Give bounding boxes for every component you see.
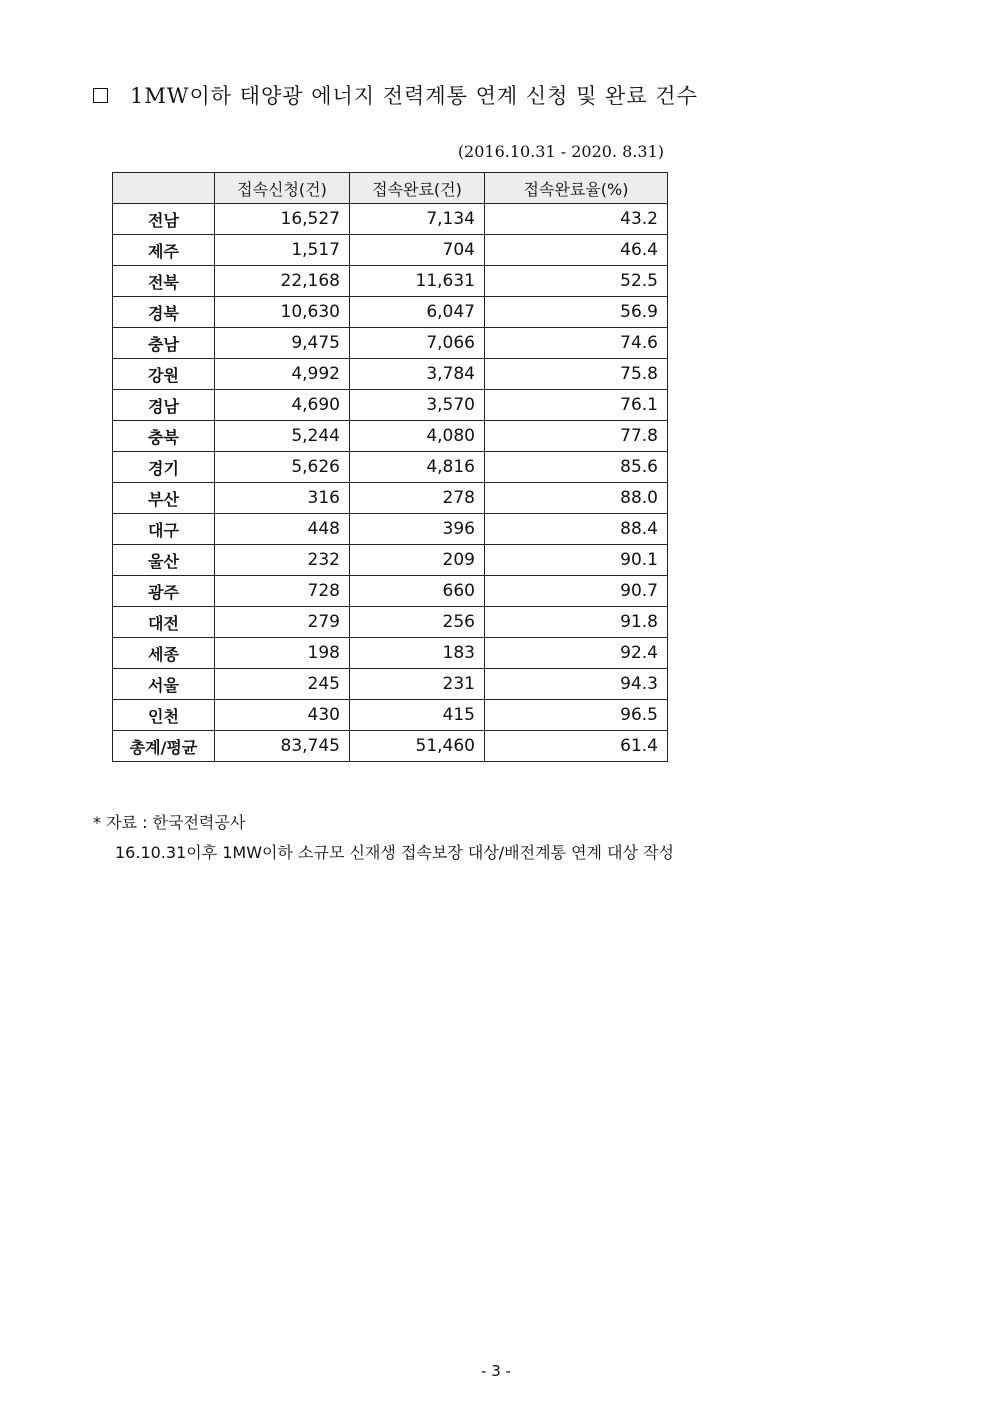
table-header-row xyxy=(113,173,668,204)
applied-cell: 4,992 xyxy=(215,359,350,390)
table-row xyxy=(113,576,668,607)
table-row xyxy=(113,483,668,514)
detail-note: 16.10.31이후 1MW이하 소규모 신재생 접속보장 대상/배전계통 연계 대상 작성 xyxy=(115,843,674,862)
rate-cell: 90.7 xyxy=(485,576,668,607)
region-cell: 부산 xyxy=(113,483,215,514)
rate-cell: 88.4 xyxy=(485,514,668,545)
table-row xyxy=(113,328,668,359)
table-row xyxy=(113,545,668,576)
applied-cell: 316 xyxy=(215,483,350,514)
rate-cell: 61.4 xyxy=(485,731,668,762)
table-row xyxy=(113,359,668,390)
applied-cell: 232 xyxy=(215,545,350,576)
completed-cell: 660 xyxy=(350,576,485,607)
applied-cell: 5,626 xyxy=(215,452,350,483)
region-cell: 전북 xyxy=(113,266,215,297)
table-row xyxy=(113,266,668,297)
region-cell: 충북 xyxy=(113,421,215,452)
region-cell: 세종 xyxy=(113,638,215,669)
header-cell-blank xyxy=(113,173,215,204)
applied-cell: 10,630 xyxy=(215,297,350,328)
applied-cell: 1,517 xyxy=(215,235,350,266)
table-row xyxy=(113,452,668,483)
applied-cell: 22,168 xyxy=(215,266,350,297)
period-range: (2016.10.31 - 2020. 8.31) xyxy=(457,142,664,161)
table-row xyxy=(113,421,668,452)
completed-cell: 256 xyxy=(350,607,485,638)
table-row xyxy=(113,731,668,762)
table-row xyxy=(113,204,668,235)
table-row xyxy=(113,514,668,545)
region-cell: 경남 xyxy=(113,390,215,421)
completed-cell: 3,570 xyxy=(350,390,485,421)
rate-cell: 52.5 xyxy=(485,266,668,297)
completed-cell: 396 xyxy=(350,514,485,545)
completed-cell: 704 xyxy=(350,235,485,266)
completed-cell: 231 xyxy=(350,669,485,700)
applied-cell: 16,527 xyxy=(215,204,350,235)
table-row xyxy=(113,235,668,266)
completed-cell: 4,080 xyxy=(350,421,485,452)
applied-cell: 83,745 xyxy=(215,731,350,762)
rate-cell: 92.4 xyxy=(485,638,668,669)
region-cell: 서울 xyxy=(113,669,215,700)
rate-cell: 56.9 xyxy=(485,297,668,328)
rate-cell: 46.4 xyxy=(485,235,668,266)
region-cell: 대전 xyxy=(113,607,215,638)
applied-cell: 9,475 xyxy=(215,328,350,359)
rate-cell: 76.1 xyxy=(485,390,668,421)
notes xyxy=(93,808,674,868)
region-cell: 강원 xyxy=(113,359,215,390)
source-note: * 자료 : 한국전력공사 xyxy=(93,813,246,832)
rate-cell: 91.8 xyxy=(485,607,668,638)
completed-cell: 3,784 xyxy=(350,359,485,390)
region-cell: 경기 xyxy=(113,452,215,483)
completed-cell: 278 xyxy=(350,483,485,514)
region-cell: 인천 xyxy=(113,700,215,731)
rate-cell: 90.1 xyxy=(485,545,668,576)
completed-cell: 4,816 xyxy=(350,452,485,483)
table-row xyxy=(113,607,668,638)
completed-cell: 6,047 xyxy=(350,297,485,328)
rate-cell: 94.3 xyxy=(485,669,668,700)
header-cell-completed: 접속완료(건) xyxy=(350,173,485,204)
applied-cell: 448 xyxy=(215,514,350,545)
applied-cell: 245 xyxy=(215,669,350,700)
applied-cell: 728 xyxy=(215,576,350,607)
completed-cell: 11,631 xyxy=(350,266,485,297)
table-body xyxy=(113,204,668,762)
header-cell-rate: 접속완료율(%) xyxy=(485,173,668,204)
rate-cell: 96.5 xyxy=(485,700,668,731)
applied-cell: 430 xyxy=(215,700,350,731)
table-row xyxy=(113,669,668,700)
region-cell: 충남 xyxy=(113,328,215,359)
applied-cell: 279 xyxy=(215,607,350,638)
completed-cell: 7,134 xyxy=(350,204,485,235)
section-title: 1MW이하 태양광 에너지 전력계통 연계 신청 및 완료 건수 xyxy=(130,84,698,108)
region-cell: 대구 xyxy=(113,514,215,545)
rate-cell: 77.8 xyxy=(485,421,668,452)
grid-connection-table xyxy=(112,172,668,762)
completed-cell: 209 xyxy=(350,545,485,576)
table-row xyxy=(113,638,668,669)
region-cell: 전남 xyxy=(113,204,215,235)
checkbox-square-icon xyxy=(93,88,108,103)
rate-cell: 85.6 xyxy=(485,452,668,483)
rate-cell: 74.6 xyxy=(485,328,668,359)
table-row xyxy=(113,297,668,328)
region-cell: 광주 xyxy=(113,576,215,607)
table-row xyxy=(113,390,668,421)
rate-cell: 88.0 xyxy=(485,483,668,514)
applied-cell: 198 xyxy=(215,638,350,669)
rate-cell: 75.8 xyxy=(485,359,668,390)
completed-cell: 183 xyxy=(350,638,485,669)
section-heading xyxy=(93,80,698,110)
region-cell: 제주 xyxy=(113,235,215,266)
applied-cell: 5,244 xyxy=(215,421,350,452)
region-cell: 총계/평균 xyxy=(113,731,215,762)
table-row xyxy=(113,700,668,731)
completed-cell: 7,066 xyxy=(350,328,485,359)
completed-cell: 51,460 xyxy=(350,731,485,762)
applied-cell: 4,690 xyxy=(215,390,350,421)
region-cell: 울산 xyxy=(113,545,215,576)
rate-cell: 43.2 xyxy=(485,204,668,235)
region-cell: 경북 xyxy=(113,297,215,328)
header-cell-applied: 접속신청(건) xyxy=(215,173,350,204)
completed-cell: 415 xyxy=(350,700,485,731)
page-number: - 3 - xyxy=(481,1362,511,1380)
